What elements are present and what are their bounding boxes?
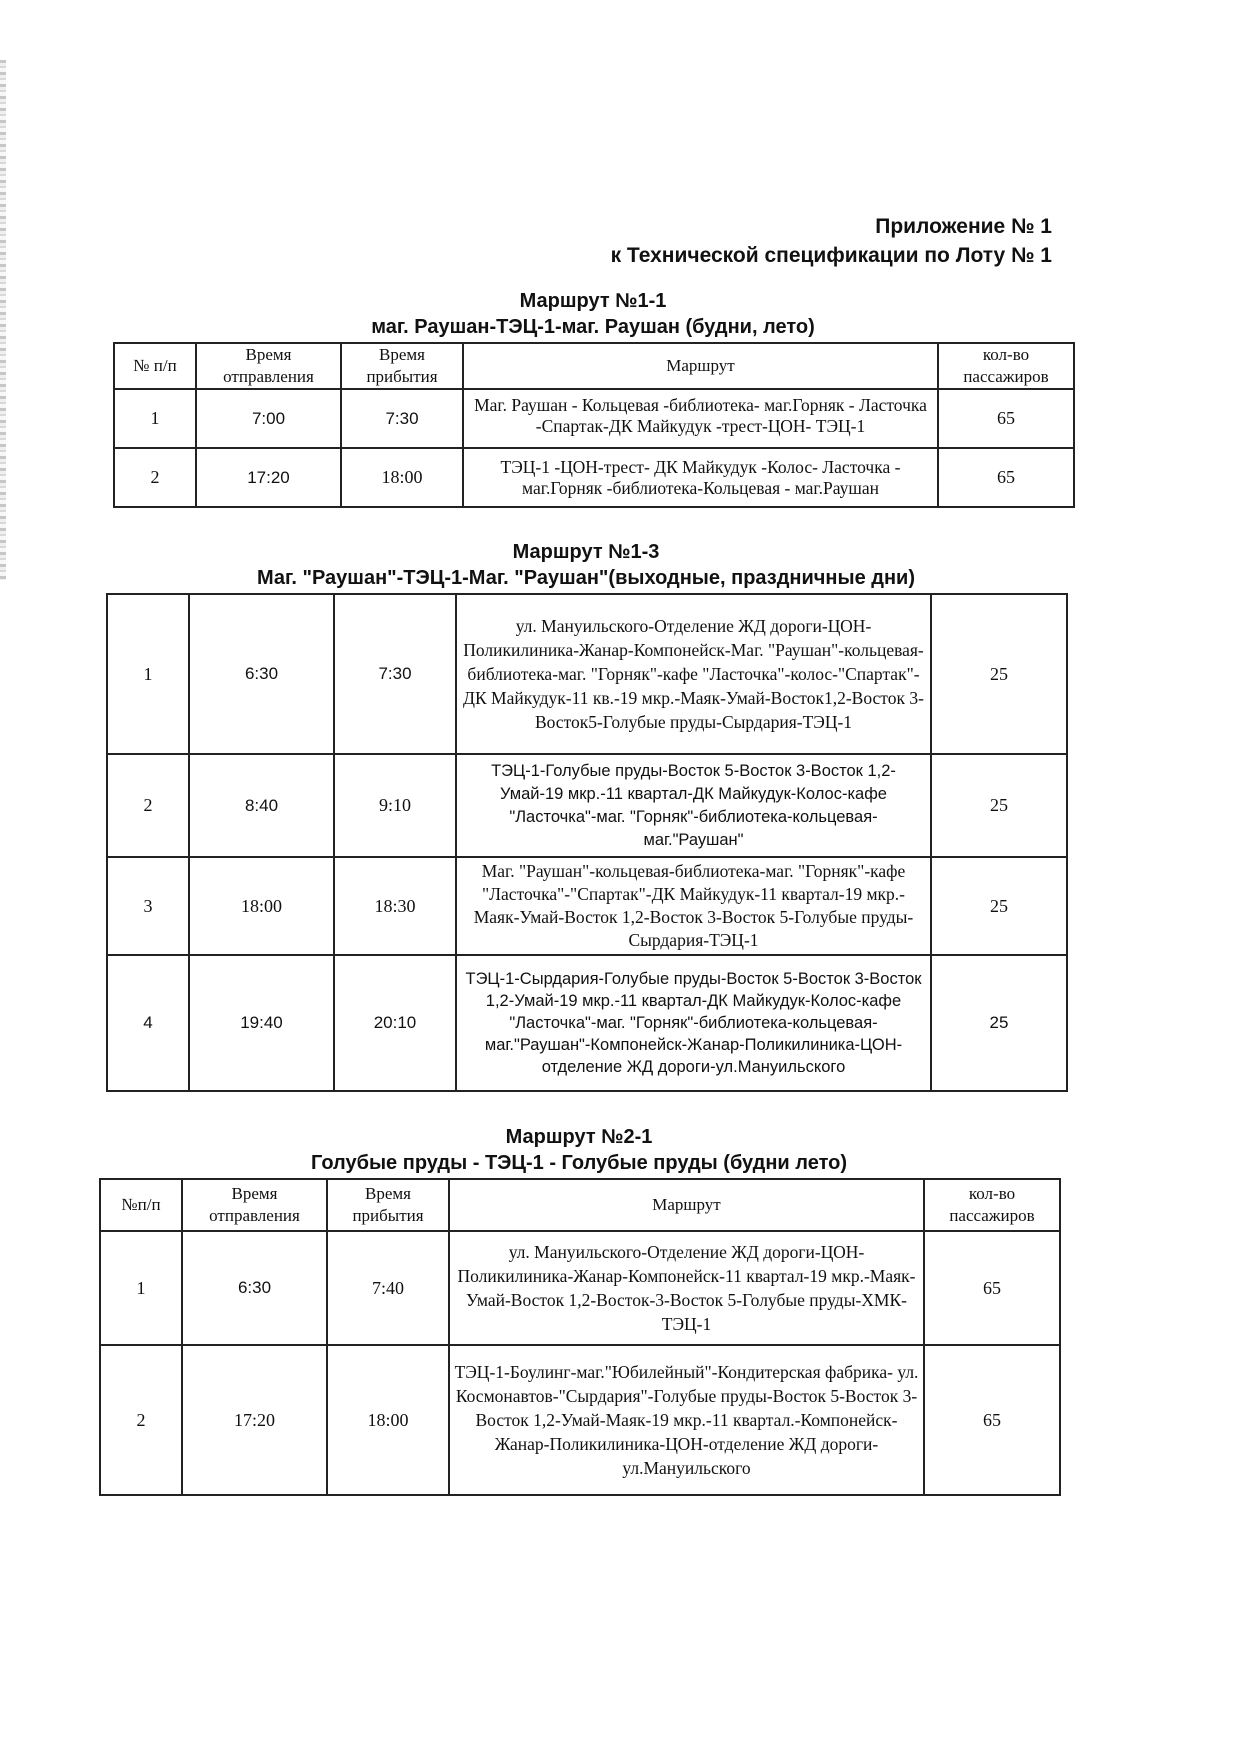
section-subtitle: Голубые пруды - ТЭЦ-1 - Голубые пруды (будни лето)	[311, 1152, 847, 1174]
passenger-count: 25	[931, 955, 1067, 1091]
row-number: 2	[107, 754, 189, 857]
departure-time: 7:00	[196, 389, 341, 448]
row-number: 4	[107, 955, 189, 1091]
header-number: №п/п	[100, 1179, 182, 1231]
section-title: Маршрут №1-3	[512, 541, 660, 563]
passenger-count: 65	[924, 1231, 1060, 1345]
header-departure: Время отправления	[182, 1179, 327, 1231]
schedule-table	[106, 593, 1068, 1092]
departure-time: 8:40	[189, 754, 334, 857]
arrival-time: 7:30	[341, 389, 463, 448]
section-route-2-1	[99, 1124, 1059, 1496]
row-number: 2	[114, 448, 196, 507]
header-passengers: кол-во пассажиров	[924, 1179, 1060, 1231]
passenger-count: 25	[931, 857, 1067, 955]
table-row	[107, 754, 1067, 857]
departure-time: 17:20	[182, 1345, 327, 1495]
departure-time: 18:00	[189, 857, 334, 955]
table-row	[107, 594, 1067, 754]
route-text: Маг. Раушан - Кольцевая -библиотека- маг.Горняк - Ласточка -Спартак-ДК Майкудук -трест-ЦОН- ТЭЦ-1	[474, 394, 927, 436]
departure-time: 17:20	[196, 448, 341, 507]
section-title: Маршрут №1-1	[519, 290, 667, 312]
section-title: Маршрут №2-1	[505, 1126, 653, 1148]
header-departure: Время отправления	[196, 343, 341, 389]
arrival-time: 9:10	[334, 754, 456, 857]
route-description: ТЭЦ-1-Голубые пруды-Восток 5-Восток 3-Восток 1,2-Умай-19 мкр.-11 квартал-ДК Майкудук-Колос-кафе "Ласточка"-маг. "Горняк"-библиотека-кольцевая-маг."Раушан"	[456, 754, 931, 857]
table-row	[114, 389, 1074, 448]
appendix-line-2: к Технической спецификации по Лоту № 1	[610, 244, 1052, 267]
table-row	[107, 955, 1067, 1091]
arrival-time: 18:00	[341, 448, 463, 507]
section-route-1-3	[106, 539, 1066, 1092]
departure-time: 6:30	[182, 1231, 327, 1345]
arrival-time: 20:10	[334, 955, 456, 1091]
row-number: 1	[100, 1231, 182, 1345]
table-row	[100, 1345, 1060, 1495]
route-description: ул. Мануильского-Отделение ЖД дороги-ЦОН-Поликилиника-Жанар-Компонейск-Маг. "Раушан"-кольцевая-библиотека-маг. "Горняк"-кафе "Ласточка"-колос-"Спартак"-ДК Майкудук-11 кв.-19 мкр.-Маяк-Умай-Восток1,2-Восток 3-Восток5-Голубые пруды-Сырдария-ТЭЦ-1	[456, 594, 931, 754]
table-row	[107, 857, 1067, 955]
departure-time: 19:40	[189, 955, 334, 1091]
departure-time: 6:30	[189, 594, 334, 754]
row-number: 3	[107, 857, 189, 955]
section-subtitle: маг. Раушан-ТЭЦ-1-маг. Раушан (будни, лето)	[371, 316, 815, 338]
row-number: 2	[100, 1345, 182, 1495]
table-header-row	[100, 1179, 1060, 1231]
header-arrival: Время прибытия	[341, 343, 463, 389]
row-number: 1	[107, 594, 189, 754]
section-route-1-1	[113, 288, 1073, 508]
route-description: ТЭЦ-1-Боулинг-маг."Юбилейный"-Кондитерская фабрика- ул. Космонавтов-"Сырдария"-Голубые пруды-Восток 5-Восток 3-Восток 1,2-Умай-Маяк-19 мкр.-11 квартал.-Компонейск-Жанар-Поликилиника-ЦОН-отделение ЖД дороги-ул.Мануильского	[449, 1345, 924, 1495]
header-passengers: кол-во пассажиров	[938, 343, 1074, 389]
table-row	[100, 1231, 1060, 1345]
passenger-count: 65	[924, 1345, 1060, 1495]
passenger-count: 25	[931, 754, 1067, 857]
arrival-time: 7:40	[327, 1231, 449, 1345]
route-description: ТЭЦ-1 -ЦОН-трест- ДК Майкудук -Колос- Ласточка - маг.Горняк -библиотека-Кольцевая - маг.Раушан	[463, 448, 938, 507]
scan-edge-artifact	[0, 60, 6, 580]
appendix-header	[611, 212, 1052, 270]
passenger-count: 25	[931, 594, 1067, 754]
header-arrival: Время прибытия	[327, 1179, 449, 1231]
table-header-row	[114, 343, 1074, 389]
header-number: № п/п	[114, 343, 196, 389]
schedule-table	[99, 1178, 1061, 1496]
schedule-table	[113, 342, 1075, 508]
section-subtitle: Маг. "Раушан"-ТЭЦ-1-Маг. "Раушан"(выходные, праздничные дни)	[257, 567, 915, 589]
header-route: Маршрут	[449, 1179, 924, 1231]
route-description: ТЭЦ-1-Сырдария-Голубые пруды-Восток 5-Восток 3-Восток 1,2-Умай-19 мкр.-11 квартал-ДК Майкудук-Колос-кафе "Ласточка"-маг. "Горняк"-библиотека-кольцевая-маг."Раушан"-Компонейск-Жанар-Поликилиника-ЦОН-отделение ЖД дороги-ул.Мануильского	[456, 955, 931, 1091]
passenger-count: 65	[938, 448, 1074, 507]
route-description: Маг. "Раушан"-кольцевая-библиотека-маг. "Горняк"-кафе "Ласточка"-"Спартак"-ДК Майкудук-11 квартал-19 мкр.-Маяк-Умай-Восток 1,2-Восток 3-Восток 5-Голубые пруды-Сырдария-ТЭЦ-1	[456, 857, 931, 955]
row-number: 1	[114, 389, 196, 448]
arrival-time: 18:30	[334, 857, 456, 955]
passenger-count: 65	[938, 389, 1074, 448]
table-row	[114, 448, 1074, 507]
appendix-line-1: Приложение № 1	[875, 215, 1052, 238]
header-route: Маршрут	[463, 343, 938, 389]
arrival-time: 18:00	[327, 1345, 449, 1495]
arrival-time: 7:30	[334, 594, 456, 754]
route-description: ул. Мануильского-Отделение ЖД дороги-ЦОН-Поликилиника-Жанар-Компонейск-11 квартал-19 мкр.-Маяк-Умай-Восток 1,2-Восток-3-Восток 5-Голубые пруды-ХМК-ТЭЦ-1	[449, 1231, 924, 1345]
route-description	[463, 389, 938, 448]
